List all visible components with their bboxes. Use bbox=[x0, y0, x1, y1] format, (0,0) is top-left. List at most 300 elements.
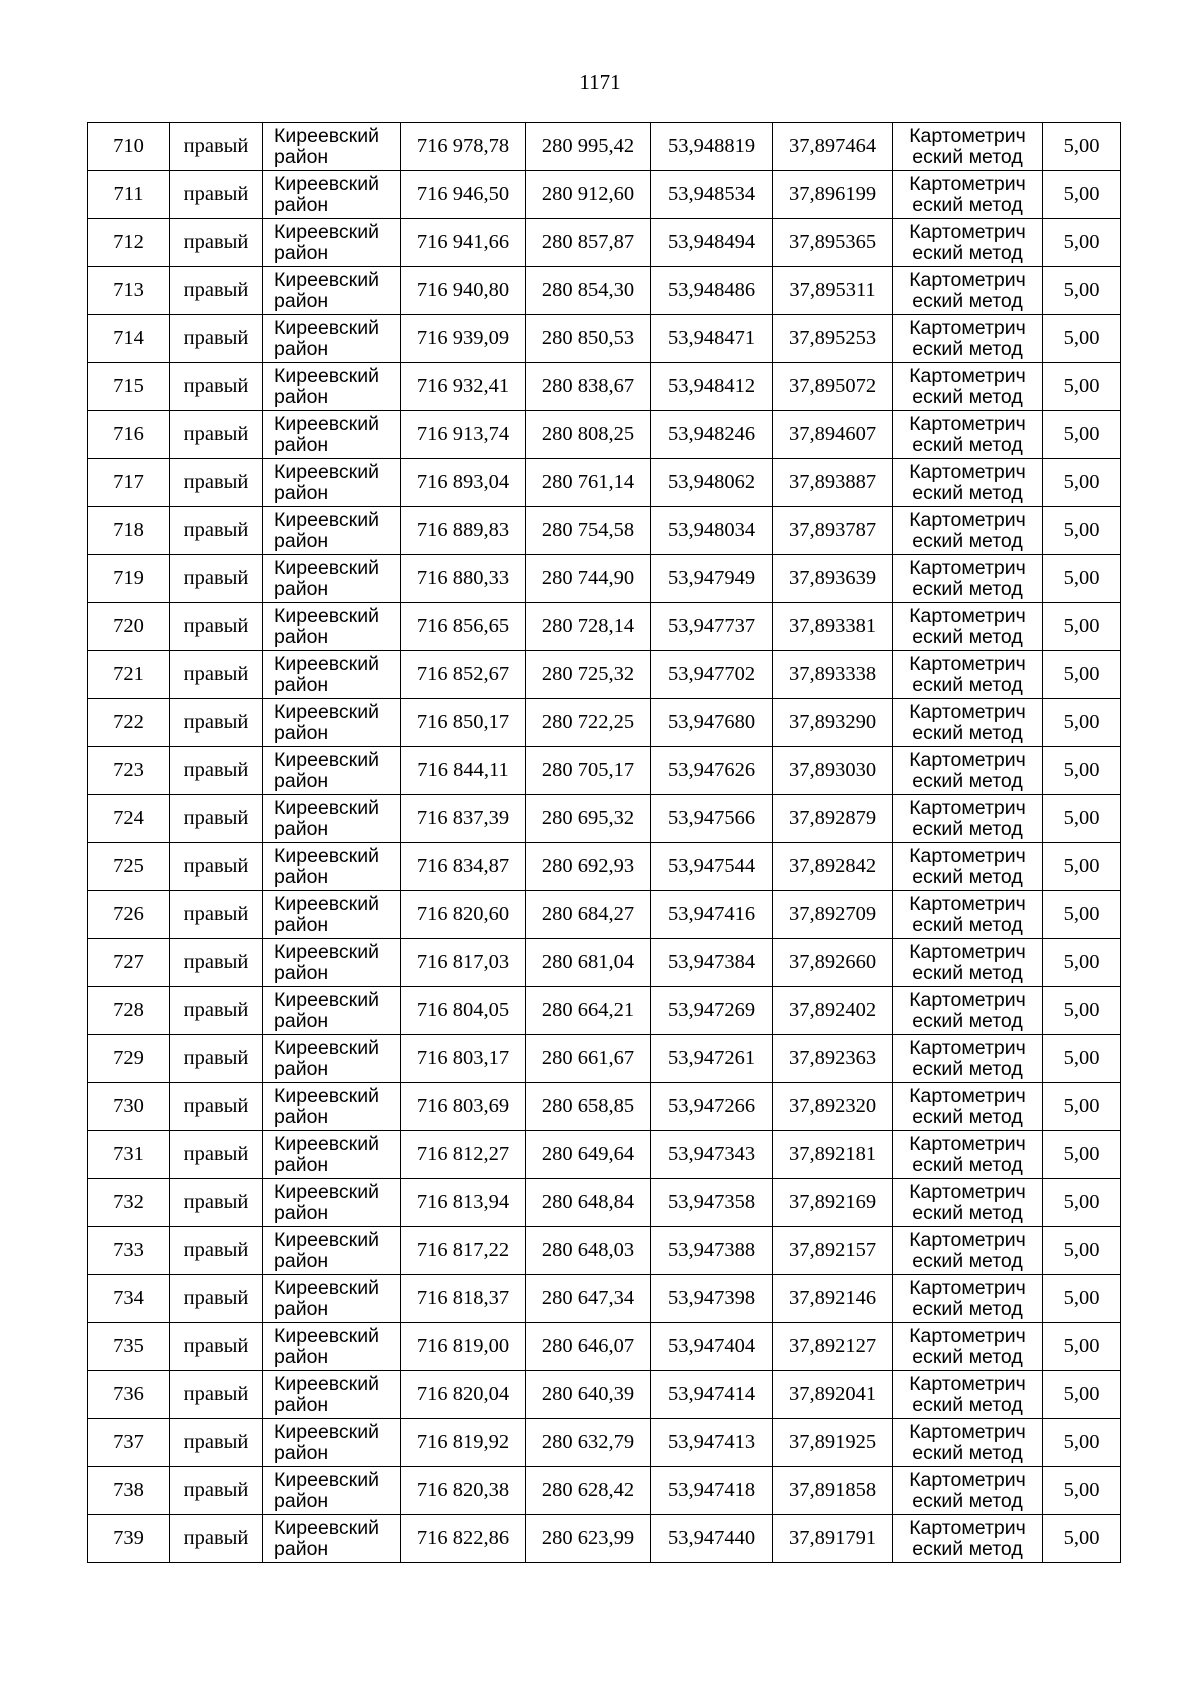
y-coordinate-cell: 280 761,14 bbox=[526, 459, 651, 507]
x-coordinate-cell: 716 850,17 bbox=[401, 699, 526, 747]
point-number-cell: 735 bbox=[88, 1323, 170, 1371]
district-cell bbox=[263, 843, 401, 891]
method-cell bbox=[893, 171, 1043, 219]
bank-side-cell: правый bbox=[170, 939, 263, 987]
x-coordinate-cell: 716 852,67 bbox=[401, 651, 526, 699]
method-cell bbox=[893, 315, 1043, 363]
point-number-cell: 728 bbox=[88, 987, 170, 1035]
bank-side-cell: правый bbox=[170, 411, 263, 459]
method-cell bbox=[893, 459, 1043, 507]
method-cell-line-2: еский метод bbox=[912, 1297, 1023, 1320]
y-coordinate-cell: 280 661,67 bbox=[526, 1035, 651, 1083]
method-cell-line-1: Картометрич bbox=[909, 844, 1026, 867]
bank-side-cell: правый bbox=[170, 507, 263, 555]
district-cell bbox=[263, 699, 401, 747]
table-row bbox=[88, 843, 1121, 891]
method-cell-line-1: Картометрич bbox=[909, 700, 1026, 723]
bank-side-cell: правый bbox=[170, 603, 263, 651]
district-cell-line-2: район bbox=[274, 1489, 329, 1512]
latitude-cell: 53,947343 bbox=[651, 1131, 773, 1179]
district-cell-line-2: район bbox=[274, 433, 329, 456]
table-row bbox=[88, 699, 1121, 747]
method-cell-line-2: еский метод bbox=[912, 1153, 1023, 1176]
district-cell-line-2: район bbox=[274, 721, 329, 744]
method-cell-line-2: еский метод bbox=[912, 193, 1023, 216]
accuracy-cell: 5,00 bbox=[1043, 219, 1121, 267]
accuracy-cell: 5,00 bbox=[1043, 1419, 1121, 1467]
method-cell-line-1: Картометрич bbox=[909, 364, 1026, 387]
x-coordinate-cell: 716 844,11 bbox=[401, 747, 526, 795]
x-coordinate-cell: 716 819,00 bbox=[401, 1323, 526, 1371]
method-cell-line-2: еский метод bbox=[912, 721, 1023, 744]
district-cell-line-1: Киреевский bbox=[274, 1180, 379, 1203]
table-row bbox=[88, 1467, 1121, 1515]
district-cell bbox=[263, 1179, 401, 1227]
method-cell-line-1: Картометрич bbox=[909, 652, 1026, 675]
latitude-cell: 53,947416 bbox=[651, 891, 773, 939]
y-coordinate-cell: 280 995,42 bbox=[526, 123, 651, 171]
bank-side-cell: правый bbox=[170, 123, 263, 171]
table-row bbox=[88, 1371, 1121, 1419]
x-coordinate-cell: 716 889,83 bbox=[401, 507, 526, 555]
method-cell bbox=[893, 363, 1043, 411]
accuracy-cell: 5,00 bbox=[1043, 891, 1121, 939]
latitude-cell: 53,948471 bbox=[651, 315, 773, 363]
method-cell-line-2: еский метод bbox=[912, 769, 1023, 792]
method-cell-line-1: Картометрич bbox=[909, 1132, 1026, 1155]
table-row bbox=[88, 267, 1121, 315]
y-coordinate-cell: 280 808,25 bbox=[526, 411, 651, 459]
method-cell-line-1: Картометрич bbox=[909, 748, 1026, 771]
method-cell-line-1: Картометрич bbox=[909, 412, 1026, 435]
district-cell-line-1: Киреевский bbox=[274, 364, 379, 387]
x-coordinate-cell: 716 939,09 bbox=[401, 315, 526, 363]
district-cell-line-2: район bbox=[274, 1153, 329, 1176]
table-row bbox=[88, 1515, 1121, 1563]
method-cell-line-1: Картометрич bbox=[909, 1276, 1026, 1299]
bank-side-cell: правый bbox=[170, 171, 263, 219]
district-cell-line-2: район bbox=[274, 865, 329, 888]
accuracy-cell: 5,00 bbox=[1043, 555, 1121, 603]
x-coordinate-cell: 716 893,04 bbox=[401, 459, 526, 507]
district-cell-line-2: район bbox=[274, 1345, 329, 1368]
method-cell-line-2: еский метод bbox=[912, 673, 1023, 696]
table-row bbox=[88, 507, 1121, 555]
table-row bbox=[88, 315, 1121, 363]
district-cell-line-1: Киреевский bbox=[274, 508, 379, 531]
y-coordinate-cell: 280 658,85 bbox=[526, 1083, 651, 1131]
method-cell-line-1: Картометрич bbox=[909, 316, 1026, 339]
method-cell bbox=[893, 939, 1043, 987]
table-body bbox=[88, 123, 1121, 1563]
district-cell-line-1: Киреевский bbox=[274, 1516, 379, 1539]
bank-side-cell: правый bbox=[170, 1131, 263, 1179]
method-cell-line-2: еский метод bbox=[912, 961, 1023, 984]
latitude-cell: 53,947949 bbox=[651, 555, 773, 603]
y-coordinate-cell: 280 838,67 bbox=[526, 363, 651, 411]
longitude-cell: 37,892157 bbox=[773, 1227, 893, 1275]
bank-side-cell: правый bbox=[170, 1227, 263, 1275]
district-cell-line-2: район bbox=[274, 577, 329, 600]
district-cell-line-1: Киреевский bbox=[274, 124, 379, 147]
district-cell bbox=[263, 891, 401, 939]
y-coordinate-cell: 280 640,39 bbox=[526, 1371, 651, 1419]
method-cell-line-2: еский метод bbox=[912, 433, 1023, 456]
latitude-cell: 53,947737 bbox=[651, 603, 773, 651]
x-coordinate-cell: 716 978,78 bbox=[401, 123, 526, 171]
bank-side-cell: правый bbox=[170, 555, 263, 603]
accuracy-cell: 5,00 bbox=[1043, 1371, 1121, 1419]
method-cell-line-2: еский метод bbox=[912, 1345, 1023, 1368]
bank-side-cell: правый bbox=[170, 1467, 263, 1515]
accuracy-cell: 5,00 bbox=[1043, 459, 1121, 507]
latitude-cell: 53,948534 bbox=[651, 171, 773, 219]
y-coordinate-cell: 280 628,42 bbox=[526, 1467, 651, 1515]
bank-side-cell: правый bbox=[170, 891, 263, 939]
bank-side-cell: правый bbox=[170, 267, 263, 315]
bank-side-cell: правый bbox=[170, 843, 263, 891]
district-cell-line-2: район bbox=[274, 769, 329, 792]
accuracy-cell: 5,00 bbox=[1043, 411, 1121, 459]
district-cell bbox=[263, 171, 401, 219]
longitude-cell: 37,895365 bbox=[773, 219, 893, 267]
point-number-cell: 733 bbox=[88, 1227, 170, 1275]
district-cell-line-2: район bbox=[274, 337, 329, 360]
longitude-cell: 37,891858 bbox=[773, 1467, 893, 1515]
point-number-cell: 715 bbox=[88, 363, 170, 411]
district-cell-line-2: район bbox=[274, 145, 329, 168]
district-cell-line-1: Киреевский bbox=[274, 1420, 379, 1443]
accuracy-cell: 5,00 bbox=[1043, 1275, 1121, 1323]
y-coordinate-cell: 280 681,04 bbox=[526, 939, 651, 987]
method-cell bbox=[893, 987, 1043, 1035]
point-number-cell: 723 bbox=[88, 747, 170, 795]
method-cell-line-1: Картометрич bbox=[909, 268, 1026, 291]
y-coordinate-cell: 280 850,53 bbox=[526, 315, 651, 363]
district-cell-line-2: район bbox=[274, 1297, 329, 1320]
table-row bbox=[88, 651, 1121, 699]
method-cell-line-1: Картометрич bbox=[909, 988, 1026, 1011]
method-cell bbox=[893, 1179, 1043, 1227]
y-coordinate-cell: 280 854,30 bbox=[526, 267, 651, 315]
x-coordinate-cell: 716 803,69 bbox=[401, 1083, 526, 1131]
district-cell-line-2: район bbox=[274, 961, 329, 984]
accuracy-cell: 5,00 bbox=[1043, 315, 1121, 363]
latitude-cell: 53,948246 bbox=[651, 411, 773, 459]
district-cell-line-2: район bbox=[274, 1393, 329, 1416]
longitude-cell: 37,896199 bbox=[773, 171, 893, 219]
method-cell bbox=[893, 555, 1043, 603]
accuracy-cell: 5,00 bbox=[1043, 699, 1121, 747]
district-cell-line-2: район bbox=[274, 1441, 329, 1464]
method-cell-line-2: еский метод bbox=[912, 1441, 1023, 1464]
method-cell-line-1: Картометрич bbox=[909, 508, 1026, 531]
district-cell-line-2: район bbox=[274, 1009, 329, 1032]
bank-side-cell: правый bbox=[170, 651, 263, 699]
point-number-cell: 721 bbox=[88, 651, 170, 699]
point-number-cell: 724 bbox=[88, 795, 170, 843]
district-cell-line-1: Киреевский bbox=[274, 700, 379, 723]
district-cell bbox=[263, 1371, 401, 1419]
y-coordinate-cell: 280 912,60 bbox=[526, 171, 651, 219]
longitude-cell: 37,892169 bbox=[773, 1179, 893, 1227]
y-coordinate-cell: 280 646,07 bbox=[526, 1323, 651, 1371]
district-cell bbox=[263, 1275, 401, 1323]
method-cell bbox=[893, 1275, 1043, 1323]
method-cell-line-2: еский метод bbox=[912, 817, 1023, 840]
method-cell bbox=[893, 1419, 1043, 1467]
district-cell bbox=[263, 363, 401, 411]
district-cell bbox=[263, 1419, 401, 1467]
y-coordinate-cell: 280 684,27 bbox=[526, 891, 651, 939]
bank-side-cell: правый bbox=[170, 699, 263, 747]
longitude-cell: 37,892127 bbox=[773, 1323, 893, 1371]
method-cell-line-2: еский метод bbox=[912, 625, 1023, 648]
x-coordinate-cell: 716 946,50 bbox=[401, 171, 526, 219]
table-row bbox=[88, 1275, 1121, 1323]
latitude-cell: 53,947358 bbox=[651, 1179, 773, 1227]
district-cell bbox=[263, 1467, 401, 1515]
method-cell-line-1: Картометрич bbox=[909, 1420, 1026, 1443]
accuracy-cell: 5,00 bbox=[1043, 171, 1121, 219]
latitude-cell: 53,948486 bbox=[651, 267, 773, 315]
table-row bbox=[88, 795, 1121, 843]
longitude-cell: 37,892320 bbox=[773, 1083, 893, 1131]
latitude-cell: 53,947702 bbox=[651, 651, 773, 699]
y-coordinate-cell: 280 649,64 bbox=[526, 1131, 651, 1179]
accuracy-cell: 5,00 bbox=[1043, 267, 1121, 315]
x-coordinate-cell: 716 817,22 bbox=[401, 1227, 526, 1275]
method-cell-line-1: Картометрич bbox=[909, 604, 1026, 627]
method-cell-line-2: еский метод bbox=[912, 577, 1023, 600]
point-number-cell: 718 bbox=[88, 507, 170, 555]
district-cell bbox=[263, 1323, 401, 1371]
point-number-cell: 729 bbox=[88, 1035, 170, 1083]
method-cell-line-2: еский метод bbox=[912, 1489, 1023, 1512]
x-coordinate-cell: 716 818,37 bbox=[401, 1275, 526, 1323]
method-cell-line-1: Картометрич bbox=[909, 556, 1026, 579]
district-cell bbox=[263, 1131, 401, 1179]
point-number-cell: 732 bbox=[88, 1179, 170, 1227]
table-row bbox=[88, 939, 1121, 987]
method-cell-line-1: Картометрич bbox=[909, 1468, 1026, 1491]
bank-side-cell: правый bbox=[170, 1083, 263, 1131]
x-coordinate-cell: 716 803,17 bbox=[401, 1035, 526, 1083]
district-cell-line-1: Киреевский bbox=[274, 844, 379, 867]
latitude-cell: 53,947384 bbox=[651, 939, 773, 987]
page-number: 1171 bbox=[579, 70, 621, 94]
longitude-cell: 37,892402 bbox=[773, 987, 893, 1035]
method-cell-line-2: еский метод bbox=[912, 1393, 1023, 1416]
bank-side-cell: правый bbox=[170, 987, 263, 1035]
y-coordinate-cell: 280 664,21 bbox=[526, 987, 651, 1035]
table-row bbox=[88, 987, 1121, 1035]
point-number-cell: 710 bbox=[88, 123, 170, 171]
district-cell bbox=[263, 651, 401, 699]
y-coordinate-cell: 280 623,99 bbox=[526, 1515, 651, 1563]
accuracy-cell: 5,00 bbox=[1043, 603, 1121, 651]
x-coordinate-cell: 716 822,86 bbox=[401, 1515, 526, 1563]
district-cell bbox=[263, 555, 401, 603]
method-cell bbox=[893, 1083, 1043, 1131]
x-coordinate-cell: 716 837,39 bbox=[401, 795, 526, 843]
point-number-cell: 711 bbox=[88, 171, 170, 219]
accuracy-cell: 5,00 bbox=[1043, 1515, 1121, 1563]
district-cell-line-1: Киреевский bbox=[274, 988, 379, 1011]
district-cell-line-1: Киреевский bbox=[274, 1372, 379, 1395]
district-cell-line-2: район bbox=[274, 1249, 329, 1272]
method-cell bbox=[893, 699, 1043, 747]
district-cell-line-1: Киреевский bbox=[274, 268, 379, 291]
point-number-cell: 722 bbox=[88, 699, 170, 747]
method-cell bbox=[893, 651, 1043, 699]
latitude-cell: 53,947626 bbox=[651, 747, 773, 795]
latitude-cell: 53,947404 bbox=[651, 1323, 773, 1371]
method-cell bbox=[893, 1131, 1043, 1179]
longitude-cell: 37,893887 bbox=[773, 459, 893, 507]
district-cell-line-1: Киреевский bbox=[274, 1084, 379, 1107]
accuracy-cell: 5,00 bbox=[1043, 939, 1121, 987]
district-cell bbox=[263, 1083, 401, 1131]
latitude-cell: 53,947544 bbox=[651, 843, 773, 891]
district-cell-line-1: Киреевский bbox=[274, 748, 379, 771]
district-cell bbox=[263, 795, 401, 843]
point-number-cell: 725 bbox=[88, 843, 170, 891]
table-row bbox=[88, 1179, 1121, 1227]
table-row bbox=[88, 747, 1121, 795]
method-cell-line-2: еский метод bbox=[912, 913, 1023, 936]
table-row bbox=[88, 123, 1121, 171]
method-cell bbox=[893, 1515, 1043, 1563]
method-cell-line-2: еский метод bbox=[912, 1537, 1023, 1560]
longitude-cell: 37,893639 bbox=[773, 555, 893, 603]
method-cell bbox=[893, 891, 1043, 939]
bank-side-cell: правый bbox=[170, 1323, 263, 1371]
method-cell-line-2: еский метод bbox=[912, 1249, 1023, 1272]
method-cell-line-2: еский метод bbox=[912, 529, 1023, 552]
method-cell-line-2: еский метод bbox=[912, 337, 1023, 360]
district-cell-line-1: Киреевский bbox=[274, 1036, 379, 1059]
longitude-cell: 37,893290 bbox=[773, 699, 893, 747]
bank-side-cell: правый bbox=[170, 459, 263, 507]
x-coordinate-cell: 716 820,38 bbox=[401, 1467, 526, 1515]
accuracy-cell: 5,00 bbox=[1043, 1131, 1121, 1179]
x-coordinate-cell: 716 856,65 bbox=[401, 603, 526, 651]
district-cell-line-1: Киреевский bbox=[274, 1228, 379, 1251]
district-cell-line-1: Киреевский bbox=[274, 940, 379, 963]
district-cell-line-1: Киреевский bbox=[274, 1276, 379, 1299]
district-cell-line-2: район bbox=[274, 529, 329, 552]
point-number-cell: 720 bbox=[88, 603, 170, 651]
point-number-cell: 717 bbox=[88, 459, 170, 507]
y-coordinate-cell: 280 705,17 bbox=[526, 747, 651, 795]
district-cell-line-2: район bbox=[274, 1201, 329, 1224]
y-coordinate-cell: 280 632,79 bbox=[526, 1419, 651, 1467]
point-number-cell: 712 bbox=[88, 219, 170, 267]
longitude-cell: 37,893787 bbox=[773, 507, 893, 555]
district-cell-line-2: район bbox=[274, 289, 329, 312]
accuracy-cell: 5,00 bbox=[1043, 123, 1121, 171]
y-coordinate-cell: 280 692,93 bbox=[526, 843, 651, 891]
table-row bbox=[88, 219, 1121, 267]
district-cell-line-1: Киреевский bbox=[274, 604, 379, 627]
district-cell bbox=[263, 459, 401, 507]
district-cell-line-1: Киреевский bbox=[274, 796, 379, 819]
bank-side-cell: правый bbox=[170, 1179, 263, 1227]
table-row bbox=[88, 1323, 1121, 1371]
longitude-cell: 37,893030 bbox=[773, 747, 893, 795]
point-number-cell: 737 bbox=[88, 1419, 170, 1467]
district-cell bbox=[263, 507, 401, 555]
longitude-cell: 37,895311 bbox=[773, 267, 893, 315]
bank-side-cell: правый bbox=[170, 363, 263, 411]
x-coordinate-cell: 716 813,94 bbox=[401, 1179, 526, 1227]
method-cell bbox=[893, 507, 1043, 555]
point-number-cell: 736 bbox=[88, 1371, 170, 1419]
method-cell-line-2: еский метод bbox=[912, 241, 1023, 264]
longitude-cell: 37,894607 bbox=[773, 411, 893, 459]
district-cell bbox=[263, 1035, 401, 1083]
accuracy-cell: 5,00 bbox=[1043, 363, 1121, 411]
longitude-cell: 37,895072 bbox=[773, 363, 893, 411]
method-cell-line-2: еский метод bbox=[912, 1201, 1023, 1224]
point-number-cell: 730 bbox=[88, 1083, 170, 1131]
table-row bbox=[88, 459, 1121, 507]
point-number-cell: 738 bbox=[88, 1467, 170, 1515]
accuracy-cell: 5,00 bbox=[1043, 507, 1121, 555]
table-row bbox=[88, 363, 1121, 411]
method-cell bbox=[893, 843, 1043, 891]
table-row bbox=[88, 1227, 1121, 1275]
y-coordinate-cell: 280 695,32 bbox=[526, 795, 651, 843]
method-cell bbox=[893, 123, 1043, 171]
method-cell-line-1: Картометрич bbox=[909, 1516, 1026, 1539]
method-cell bbox=[893, 219, 1043, 267]
district-cell bbox=[263, 123, 401, 171]
method-cell-line-2: еский метод bbox=[912, 1105, 1023, 1128]
method-cell-line-1: Картометрич bbox=[909, 1228, 1026, 1251]
method-cell-line-1: Картометрич bbox=[909, 892, 1026, 915]
x-coordinate-cell: 716 880,33 bbox=[401, 555, 526, 603]
method-cell bbox=[893, 1035, 1043, 1083]
district-cell-line-2: район bbox=[274, 1057, 329, 1080]
latitude-cell: 53,948062 bbox=[651, 459, 773, 507]
y-coordinate-cell: 280 744,90 bbox=[526, 555, 651, 603]
bank-side-cell: правый bbox=[170, 1371, 263, 1419]
district-cell-line-2: район bbox=[274, 193, 329, 216]
latitude-cell: 53,947261 bbox=[651, 1035, 773, 1083]
y-coordinate-cell: 280 722,25 bbox=[526, 699, 651, 747]
point-number-cell: 739 bbox=[88, 1515, 170, 1563]
x-coordinate-cell: 716 817,03 bbox=[401, 939, 526, 987]
district-cell-line-1: Киреевский bbox=[274, 460, 379, 483]
district-cell-line-1: Киреевский bbox=[274, 316, 379, 339]
method-cell-line-1: Картометрич bbox=[909, 940, 1026, 963]
latitude-cell: 53,947680 bbox=[651, 699, 773, 747]
method-cell-line-1: Картометрич bbox=[909, 220, 1026, 243]
bank-side-cell: правый bbox=[170, 1275, 263, 1323]
latitude-cell: 53,947398 bbox=[651, 1275, 773, 1323]
district-cell bbox=[263, 219, 401, 267]
accuracy-cell: 5,00 bbox=[1043, 1083, 1121, 1131]
method-cell bbox=[893, 1227, 1043, 1275]
latitude-cell: 53,947269 bbox=[651, 987, 773, 1035]
x-coordinate-cell: 716 834,87 bbox=[401, 843, 526, 891]
district-cell-line-1: Киреевский bbox=[274, 1132, 379, 1155]
district-cell-line-2: район bbox=[274, 673, 329, 696]
district-cell-line-1: Киреевский bbox=[274, 1324, 379, 1347]
table-row bbox=[88, 603, 1121, 651]
